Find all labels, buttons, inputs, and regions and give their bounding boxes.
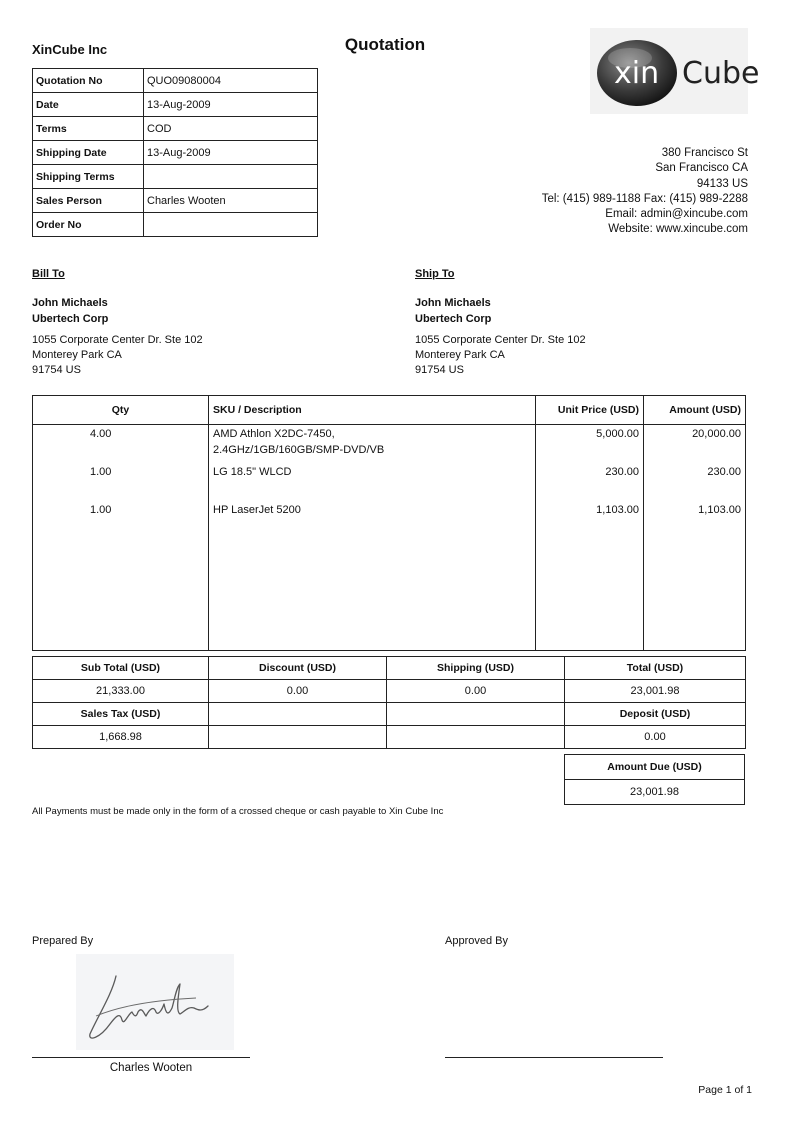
- discount-label: Discount (USD): [209, 657, 387, 680]
- bill-to-address-line: 1055 Corporate Center Dr. Ste 102: [32, 334, 203, 346]
- bill-to-heading: Bill To: [32, 268, 65, 280]
- bill-to-address-line: 91754 US: [32, 364, 81, 376]
- item-amount: 230.00: [644, 463, 746, 501]
- prepared-by-signature-line: [32, 1057, 250, 1058]
- payment-note: All Payments must be made only in the form of a crossed cheque or cash payable to Xin Cube Inc: [32, 806, 444, 817]
- total-label: Total (USD): [565, 657, 746, 680]
- bill-to-address-line: Monterey Park CA: [32, 349, 122, 361]
- totals-table: [32, 656, 746, 749]
- qty-header: Qty: [33, 396, 209, 425]
- item-sku-line: AMD Athlon X2DC-7450,: [213, 428, 335, 440]
- info-value: 13-Aug-2009: [144, 93, 318, 117]
- address-line: Website: www.xincube.com: [608, 223, 748, 236]
- info-row-quotation-no: [33, 69, 318, 93]
- logo-word-xin: xin: [614, 56, 660, 91]
- total-value: 23,001.98: [565, 680, 746, 703]
- sub-total-label: Sub Total (USD): [33, 657, 209, 680]
- info-value: [144, 213, 318, 237]
- info-row-terms: [33, 117, 318, 141]
- signature-image: [76, 954, 234, 1050]
- info-label: Quotation No: [33, 69, 144, 93]
- ship-to-name: John Michaels: [415, 297, 491, 309]
- info-row-date: [33, 93, 318, 117]
- item-sku: [209, 425, 536, 464]
- sku-header: SKU / Description: [209, 396, 536, 425]
- item-sku-line: 2.4GHz/1GB/160GB/SMP-DVD/VB: [213, 443, 385, 456]
- logo-word-cube: Cube: [682, 56, 760, 91]
- info-label: Order No: [33, 213, 144, 237]
- address-line: 94133 US: [696, 177, 748, 190]
- company-address: [542, 146, 748, 238]
- bill-to-company: Ubertech Corp: [32, 313, 109, 325]
- approved-by-label: Approved By: [445, 935, 508, 947]
- item-sku: [209, 501, 536, 539]
- amount-due-label: Amount Due (USD): [565, 755, 745, 780]
- prepared-by-label: Prepared By: [32, 935, 94, 947]
- line-item-row: [33, 425, 746, 464]
- item-qty: 4.00: [33, 425, 209, 464]
- info-label: Date: [33, 93, 144, 117]
- unit-price-header: Unit Price (USD): [536, 396, 644, 425]
- address-line: Tel: (415) 989-1188 Fax: (415) 989-2288: [541, 192, 748, 205]
- sub-total-value: 21,333.00: [33, 680, 209, 703]
- ship-to-address-line: Monterey Park CA: [415, 349, 505, 361]
- company-logo: [590, 28, 760, 114]
- address-line: 380 Francisco St: [661, 147, 748, 159]
- line-item-row: [33, 501, 746, 539]
- shipping-label: Shipping (USD): [387, 657, 565, 680]
- info-row-shipping-terms: [33, 165, 318, 189]
- line-items-table: [32, 395, 746, 651]
- info-label: Sales Person: [33, 189, 144, 213]
- item-unit-price: 230.00: [536, 463, 644, 501]
- item-unit-price: 5,000.00: [536, 425, 644, 464]
- quotation-info-table: [32, 68, 318, 237]
- shipping-value: 0.00: [387, 680, 565, 703]
- deposit-label: Deposit (USD): [565, 703, 746, 726]
- prepared-by-name: Charles Wooten: [109, 1062, 193, 1074]
- empty-filler-row: [33, 539, 746, 651]
- address-line: Email: admin@xincube.com: [605, 208, 748, 221]
- item-sku-line: HP LaserJet 5200: [213, 504, 301, 516]
- amount-due-value: 23,001.98: [565, 780, 745, 805]
- info-label: Shipping Terms: [33, 165, 144, 189]
- info-label: Terms: [33, 117, 144, 141]
- ship-to-company: Ubertech Corp: [415, 313, 492, 325]
- info-value: COD: [144, 117, 318, 141]
- company-name: XinCube Inc: [32, 42, 108, 57]
- ship-to-address-line: 1055 Corporate Center Dr. Ste 102: [415, 334, 586, 346]
- sales-tax-label: Sales Tax (USD): [33, 703, 209, 726]
- item-qty: 1.00: [33, 501, 209, 539]
- ship-to-heading: Ship To: [415, 268, 455, 280]
- line-item-row: [33, 463, 746, 501]
- item-unit-price: 1,103.00: [536, 501, 644, 539]
- info-row-sales-person: [33, 189, 318, 213]
- page-indicator: Page 1 of 1: [698, 1084, 752, 1096]
- item-amount: 20,000.00: [644, 425, 746, 464]
- item-amount: 1,103.00: [644, 501, 746, 539]
- info-label: Shipping Date: [33, 141, 144, 165]
- document-title: Quotation: [344, 35, 426, 54]
- discount-value: 0.00: [209, 680, 387, 703]
- info-row-order-no: [33, 213, 318, 237]
- address-line: San Francisco CA: [655, 162, 748, 175]
- info-value: Charles Wooten: [144, 189, 318, 213]
- ship-to-address-line: 91754 US: [415, 364, 464, 376]
- info-value: QUO09080004: [144, 69, 318, 93]
- info-value: 13-Aug-2009: [144, 141, 318, 165]
- approved-by-signature-line: [445, 1057, 663, 1058]
- amount-header: Amount (USD): [644, 396, 746, 425]
- ship-to-block: [415, 268, 715, 378]
- info-row-shipping-date: [33, 141, 318, 165]
- item-qty: 1.00: [33, 463, 209, 501]
- sales-tax-value: 1,668.98: [33, 726, 209, 749]
- info-value: [144, 165, 318, 189]
- item-sku-line: LG 18.5" WLCD: [213, 466, 292, 478]
- bill-to-block: [32, 268, 332, 378]
- amount-due-table: [564, 754, 745, 805]
- deposit-value: 0.00: [565, 726, 746, 749]
- bill-to-name: John Michaels: [32, 297, 108, 309]
- item-sku: [209, 463, 536, 501]
